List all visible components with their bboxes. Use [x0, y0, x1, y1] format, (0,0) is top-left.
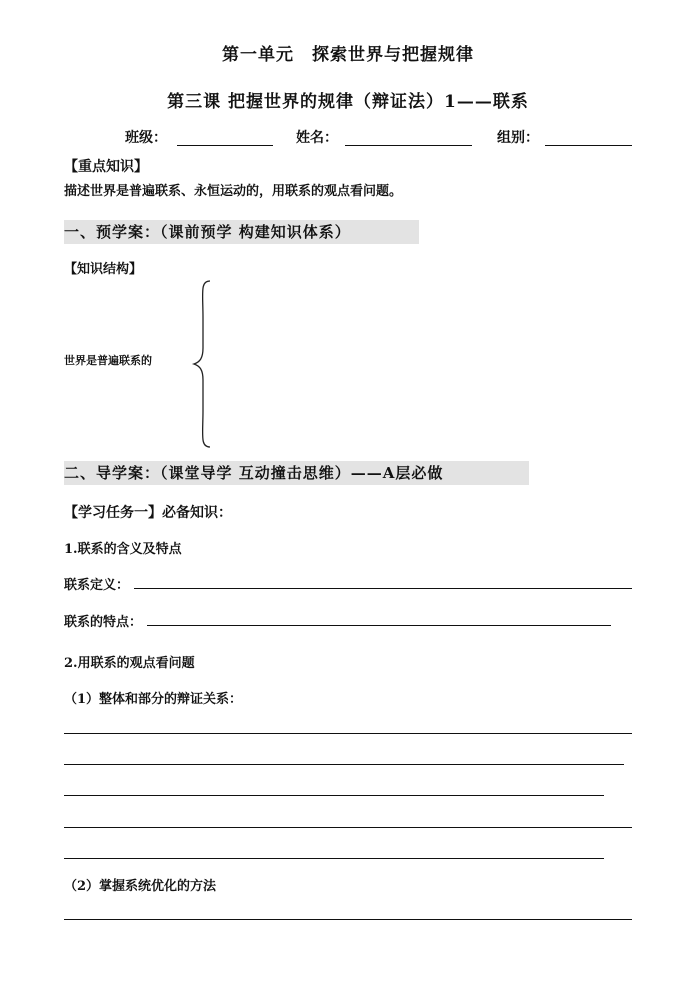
item-1: 1.联系的含义及特点: [64, 542, 182, 557]
features-label: 联系的特点：: [64, 615, 143, 630]
guide-section-band: [64, 461, 529, 485]
key-knowledge-heading: 【重点知识】: [64, 159, 148, 175]
sub-item-1: （1）整体和部分的辩证关系：: [64, 692, 243, 707]
key-knowledge-text: 描述世界是普遍联系、永恒运动的，用联系的观点看问题。: [64, 184, 403, 199]
task-heading: 【学习任务一】必备知识：: [64, 505, 232, 521]
answer-line[interactable]: [64, 795, 604, 796]
class-label: 班级：: [125, 130, 167, 146]
structure-brace-icon: [190, 278, 220, 450]
name-blank[interactable]: [345, 145, 472, 146]
lesson-title: 第三课 把握世界的规律（辩证法）1——联系: [167, 92, 529, 112]
answer-line[interactable]: [64, 764, 624, 765]
preview-section-band: [64, 220, 419, 244]
preview-section-heading: 一、预学案：（课前预学 构建知识体系）: [64, 223, 351, 241]
unit-title: 第一单元 探索世界与把握规律: [222, 45, 474, 65]
definition-label: 联系定义：: [64, 578, 130, 593]
group-blank[interactable]: [545, 145, 632, 146]
structure-heading: 【知识结构】: [64, 262, 143, 277]
item-2: 2.用联系的观点看问题: [64, 656, 195, 671]
guide-section-heading: 二、导学案：（课堂导学 互动撞击思维）——A层必做: [64, 464, 444, 482]
answer-line[interactable]: [64, 733, 632, 734]
answer-line[interactable]: [64, 919, 632, 920]
answer-line[interactable]: [64, 827, 632, 828]
class-blank[interactable]: [177, 145, 273, 146]
features-blank[interactable]: [147, 625, 611, 626]
name-label: 姓名：: [296, 130, 338, 146]
group-label: 组别：: [497, 130, 539, 146]
answer-line[interactable]: [64, 858, 604, 859]
sub-item-2: （2）掌握系统优化的方法: [64, 879, 217, 894]
definition-blank[interactable]: [134, 588, 632, 589]
structure-root: 世界是普遍联系的: [64, 354, 152, 367]
